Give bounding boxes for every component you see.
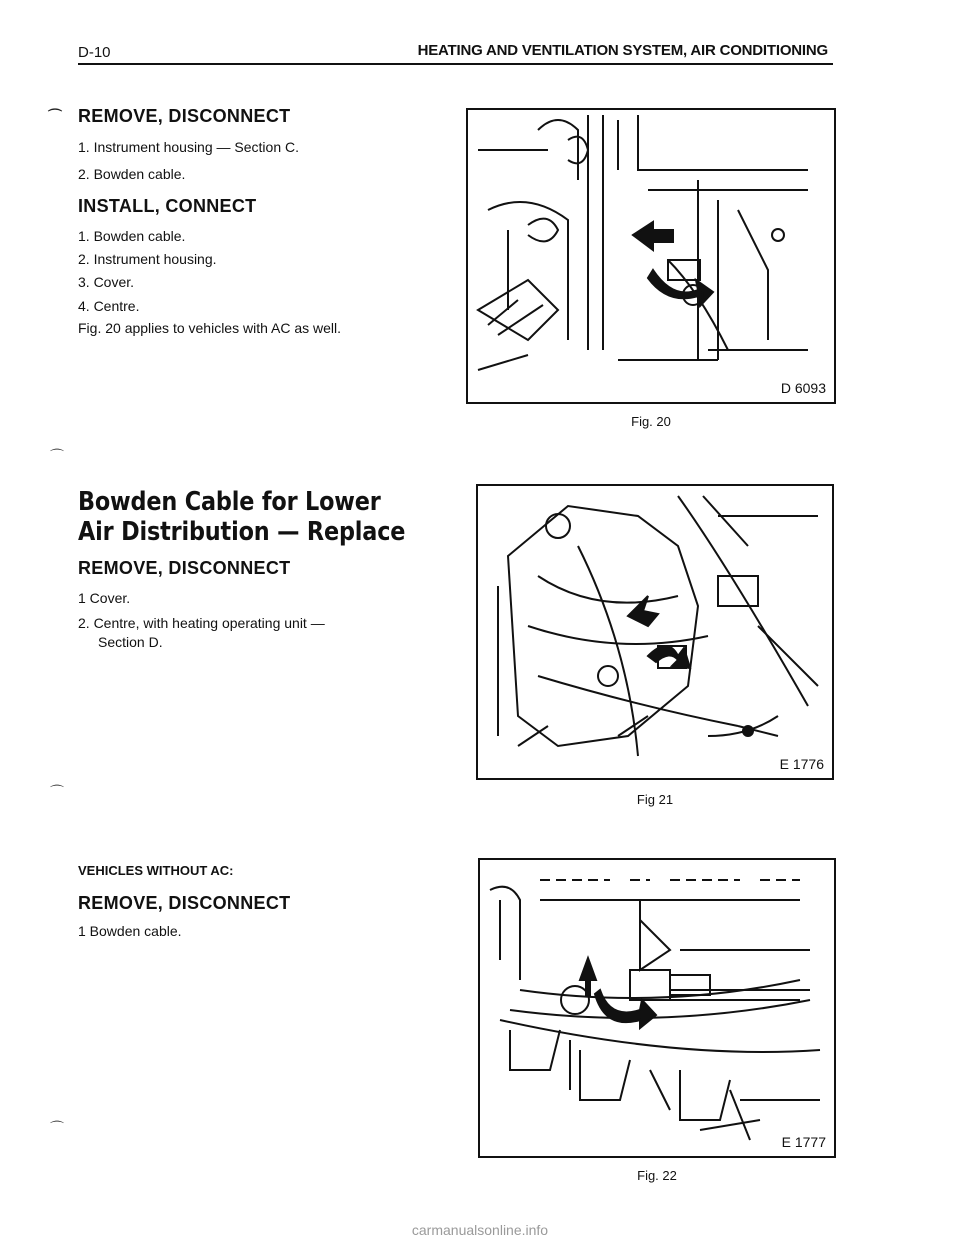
remove-item: 2. Bowden cable. (78, 166, 186, 182)
figure-code: D 6093 (780, 380, 826, 396)
remove-item: 1 Bowden cable. (78, 923, 182, 939)
header-rule (78, 63, 833, 65)
remove-item-continued: Section D. (98, 634, 163, 650)
remove-item: 2. Centre, with heating operating unit — (78, 615, 325, 631)
figure-22-illustration (478, 858, 836, 1158)
figure-caption: Fig. 20 (631, 414, 671, 429)
section-title-line-2: Air Distribution — Replace (78, 517, 406, 547)
margin-mark-icon: ⌒ (50, 1120, 64, 1136)
figure-code: E 1776 (779, 756, 824, 772)
figure-21-illustration (476, 484, 834, 780)
install-item: 2. Instrument housing. (78, 251, 217, 267)
remove-item: 1 Cover. (78, 590, 131, 606)
figure-21-drawing (478, 486, 832, 778)
install-item: 3. Cover. (78, 274, 135, 290)
figure-22-drawing (480, 860, 834, 1156)
figure-caption: Fig 21 (636, 792, 674, 807)
remove-disconnect-heading: REMOVE, DISCONNECT (78, 106, 291, 126)
margin-mark-icon: ⌒ (48, 108, 62, 124)
vehicles-without-ac-subheading: VEHICLES WITHOUT AC: (78, 863, 234, 878)
figure-20-drawing (468, 110, 834, 402)
remove-disconnect-heading: REMOVE, DISCONNECT (78, 558, 291, 578)
install-item: 4. Centre. (78, 298, 140, 314)
figure-caption: Fig. 22 (637, 1168, 677, 1183)
figure-20-illustration (466, 108, 836, 404)
page-number: D-10 (78, 44, 111, 61)
section-title: HEATING AND VENTILATION SYSTEM, AIR CONDITIONING (417, 42, 828, 59)
figure-code: E 1777 (781, 1134, 826, 1150)
install-item: 1. Bowden cable. (78, 228, 186, 244)
install-connect-heading: INSTALL, CONNECT (78, 196, 257, 216)
figure-note: Fig. 20 applies to vehicles with AC as well. (78, 320, 342, 336)
margin-mark-icon: ⌒ (50, 448, 64, 464)
section-title-line-1: Bowden Cable for Lower (78, 487, 381, 517)
margin-mark-icon: ⌒ (50, 784, 64, 800)
remove-item: 1. Instrument housing — Section C. (78, 139, 299, 155)
remove-disconnect-heading: REMOVE, DISCONNECT (78, 893, 291, 913)
watermark-text: carmanualsonline.info (411, 1222, 549, 1238)
